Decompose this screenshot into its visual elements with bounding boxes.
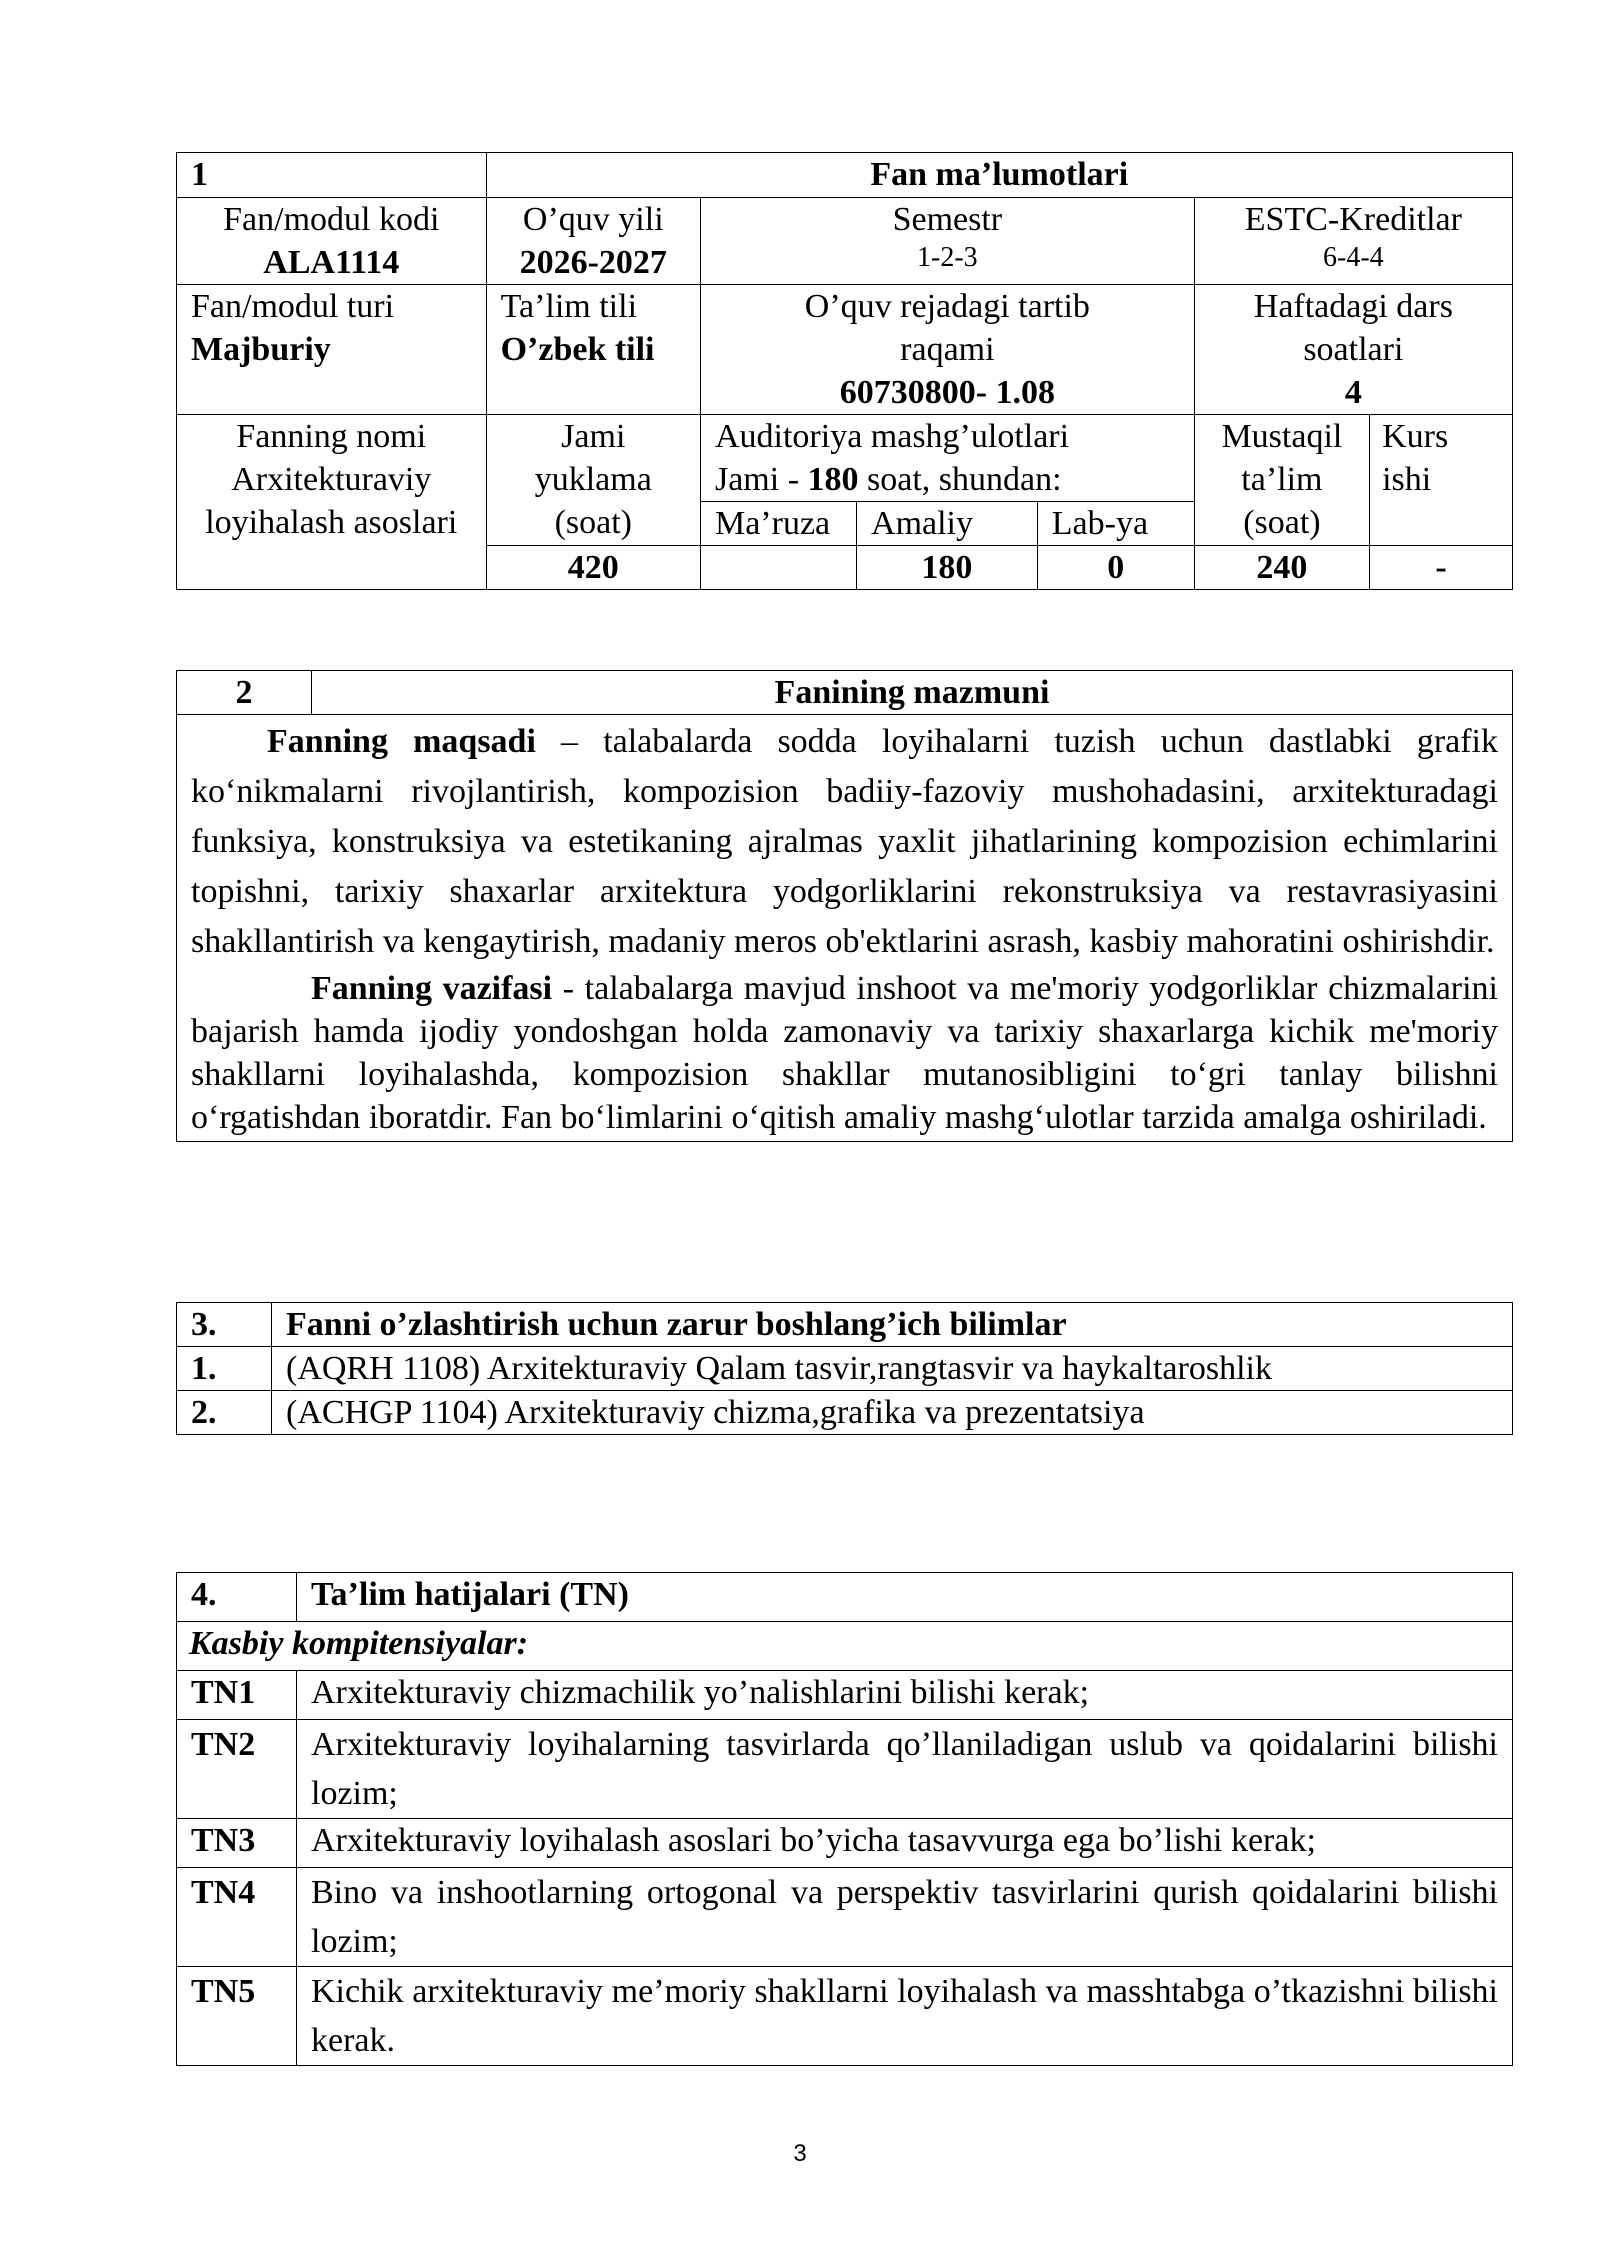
row-text: (AQRH 1108) Arxitekturaviy Qalam tasvir,rangtasvir va haykaltaroshlik: [272, 1347, 1513, 1391]
kurs-ishi-label: Kurs ishi: [1370, 415, 1513, 546]
auditoriya-label: Auditoriya mashg’ulotlari: [714, 418, 1070, 455]
boshlangich-bilimlar-table: [176, 1302, 1513, 1435]
amaliy-value: 180: [857, 546, 1038, 590]
jami-yuklama-label: Jami yuklama (soat): [486, 415, 700, 546]
fan-kodi-label: Fan/modul kodi: [223, 201, 440, 238]
tn-text: Bino va inshootlarning ortogonal va perspektiv tasvirlarini qurish qoidalarini bilishi lozim;: [297, 1868, 1513, 1967]
mazmuni-body: [177, 715, 1513, 1142]
section-number: 4.: [177, 1573, 297, 1622]
auditoriya-cell: [700, 415, 1194, 502]
talim-tili-value: O’zbek tili: [500, 331, 655, 368]
section-title: Fan ma’lumotlari: [486, 153, 1512, 198]
fan-kodi-cell: [177, 198, 487, 285]
fanning-mazmuni-table: [176, 670, 1513, 1142]
row-number: 1.: [177, 1347, 272, 1391]
semestr-value: 1-2-3: [917, 242, 978, 273]
subtitle: Kasbiy kompitensiyalar:: [177, 1622, 1513, 1671]
talim-natijalari-table: [176, 1572, 1513, 2066]
mustaqil-talim-value: 240: [1194, 546, 1369, 590]
oquv-yili-label: O’quv yili: [522, 201, 664, 238]
semestr-cell: [700, 198, 1194, 285]
fan-turi-label: Fan/modul turi: [191, 288, 395, 325]
table-row: [177, 1868, 1513, 1967]
talim-tili-cell: [486, 285, 700, 415]
auditoriya-jami: Jami - 180 soat, shundan:: [714, 461, 1062, 498]
haftadagi-soat-value: 4: [1344, 374, 1362, 411]
row-text: (ACHGP 1104) Arxitekturaviy chizma,grafika va prezentatsiya: [272, 1391, 1513, 1435]
jami-yuklama-value: 420: [486, 546, 700, 590]
page-number: 3: [793, 2140, 807, 2167]
tn-code: TN1: [177, 1671, 297, 1720]
kredit-cell: [1194, 198, 1512, 285]
oquv-yili-cell: [486, 198, 700, 285]
section-title: Fanni o’zlashtirish uchun zarur boshlang’ich bilimlar: [272, 1303, 1513, 1347]
talim-tili-label: Ta’lim tili: [500, 288, 638, 325]
kurs-ishi-value: -: [1370, 546, 1513, 590]
haftadagi-soat-label: Haftadagi dars soatlari: [1253, 288, 1453, 368]
section-number: 2: [177, 671, 312, 715]
table-row: [177, 1347, 1513, 1391]
table-row: [177, 1391, 1513, 1435]
fan-nomi-value: Arxitekturaviy loyihalash asoslari: [205, 461, 458, 541]
tartib-raqami-cell: [700, 285, 1194, 415]
tn-code: TN2: [177, 1720, 297, 1819]
fan-kodi-value: ALA1114: [263, 244, 400, 281]
fan-nomi-label: Fanning nomi: [236, 418, 427, 455]
tn-code: TN3: [177, 1819, 297, 1868]
haftadagi-soat-cell: [1194, 285, 1512, 415]
tn-code: TN5: [177, 1967, 297, 2066]
fan-nomi-cell: [177, 415, 487, 590]
tn-code: TN4: [177, 1868, 297, 1967]
labya-value: 0: [1037, 546, 1194, 590]
section-title: Ta’lim hatijalari (TN): [297, 1573, 1513, 1622]
oquv-yili-value: 2026-2027: [519, 244, 667, 281]
fan-turi-cell: [177, 285, 487, 415]
section-number: 3.: [177, 1303, 272, 1347]
tartib-raqami-label: O’quv rejadagi tartib raqami: [804, 288, 1090, 368]
table-row: [177, 1967, 1513, 2066]
tartib-raqami-value: 60730800- 1.08: [839, 374, 1056, 411]
fan-malumotlari-table: [176, 152, 1513, 590]
section-title: Fanining mazmuni: [312, 671, 1513, 715]
tn-text: Arxitekturaviy loyihalash asoslari bo’yicha tasavvurga ega bo’lishi kerak;: [297, 1819, 1513, 1868]
row-number: 2.: [177, 1391, 272, 1435]
table-row: [177, 1819, 1513, 1868]
labya-label: Lab-ya: [1037, 502, 1194, 546]
tn-text: Kichik arxitekturaviy me’moriy shakllarni loyihalash va masshtabga o’tkazishni bilishi kerak.: [297, 1967, 1513, 2066]
fan-turi-value: Majburiy: [191, 331, 331, 368]
semestr-label: Semestr: [892, 201, 1003, 238]
table-row: [177, 1671, 1513, 1720]
tn-text: Arxitekturaviy loyihalarning tasvirlarda qoʼllaniladigan uslub va qoidalarini bilishi lozim;: [297, 1720, 1513, 1819]
table-row: [177, 1720, 1513, 1819]
maruza-value: [700, 546, 856, 590]
maqsad-paragraph: Fanning maqsadi – talabalarda sodda loyihalarni tuzish uchun dastlabki grafik ko‘nikmalarni rivojlantirish, kompozision badiiy-fazoviy mushohadasini, arxitekturadagi funksiya, konstruksiya va estetikaning ajralmas yaxlit jihatlarining kompozision echimlarini topishni, tarixiy shaxarlar arxitektura yodgorliklarini rekonstruksiya va restavrasiyasini shakllantirish va kengaytirish, madaniy meros ob'ektlarini asrash, kasbiy mahoratini oshirishdir.: [191, 723, 1498, 960]
kredit-value: 6-4-4: [1323, 242, 1384, 273]
kredit-label: ESTC-Kreditlar: [1244, 201, 1462, 238]
tn-text: Arxitekturaviy chizmachilik yo’nalishlarini bilishi kerak;: [297, 1671, 1513, 1720]
section-number: 1: [177, 153, 487, 198]
vazifa-paragraph: Fanning vazifasi - talabalarga mavjud inshoot va me'moriy yodgorliklar chizmalarini bajarish hamda ijodiy yondoshgan holda zamonaviy va tarixiy shaxarlarga kichik me'moriy shakllarni loyihalashda, kompozision shakllar mutanosibligini to‘gri tanlay bilishni o‘rgatishdan iboratdir. Fan bo‘limlarini o‘qitish amaliy mashg‘ulotlar tarzida amalga oshiriladi.: [191, 970, 1498, 1136]
mustaqil-talim-label: Mustaqil ta’lim (soat): [1194, 415, 1369, 546]
maruza-label: Ma’ruza: [700, 502, 856, 546]
amaliy-label: Amaliy: [857, 502, 1038, 546]
